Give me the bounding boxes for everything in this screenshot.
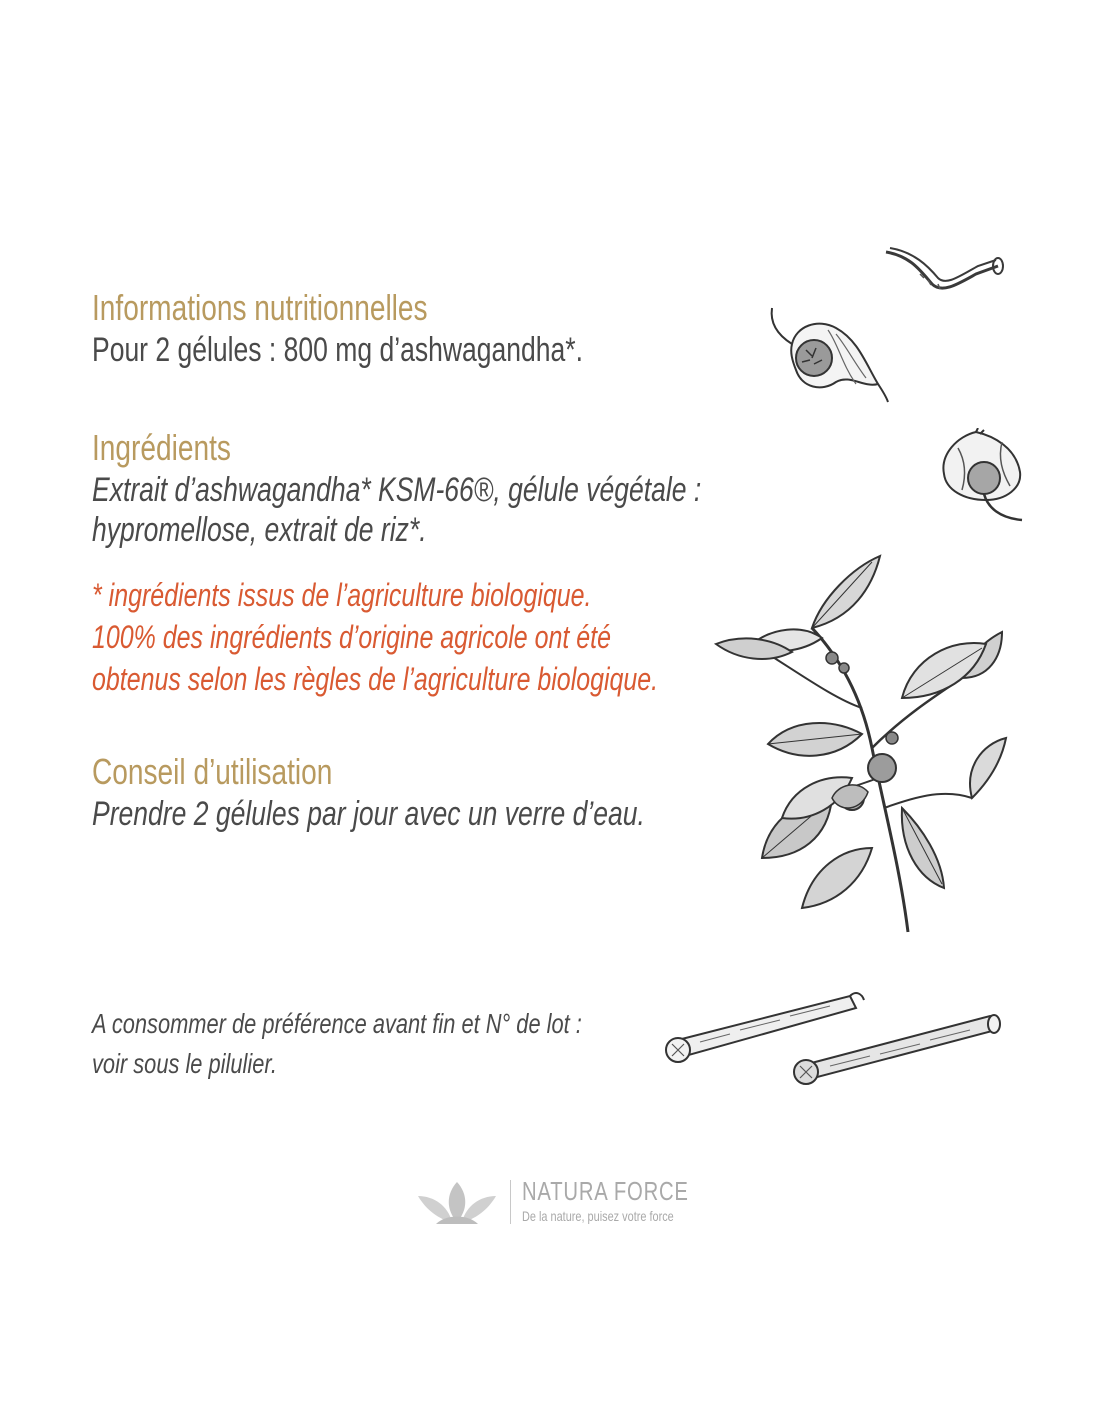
- nutrition-text: [92, 330, 721, 370]
- organic-line-2-text: 100% des ingrédients d’origine agricole ont été: [92, 619, 611, 655]
- ingredients-heading: [92, 426, 873, 470]
- lotus-leaf-icon: [416, 1178, 498, 1231]
- storage-line-2: [92, 1044, 720, 1084]
- organic-line-1: [92, 574, 818, 616]
- usage-heading-text: Conseil d’utilisation: [92, 751, 333, 792]
- usage-section: [92, 750, 801, 834]
- usage-heading: [92, 750, 801, 794]
- brand-logo: [416, 1176, 689, 1228]
- brand-name: NATURA FORCE: [522, 1176, 689, 1206]
- nutrition-heading: [92, 286, 721, 330]
- ingredients-line-2-text: hypromellose, extrait de riz*.: [92, 511, 427, 549]
- ingredients-heading-text: Ingrédients: [92, 427, 231, 468]
- usage-text-content: Prendre 2 gélules par jour avec un verre d’eau.: [92, 795, 645, 833]
- organic-line-2: [92, 616, 818, 658]
- nutrition-section: [92, 286, 721, 370]
- ingredients-line-2: [92, 510, 873, 550]
- logo-divider: [510, 1180, 511, 1224]
- root-sticks-illustration: [660, 986, 1010, 1086]
- storage-line-1: [92, 1004, 720, 1044]
- storage-line-1-text: A consommer de préférence avant fin et N° de lot :: [92, 1008, 582, 1039]
- organic-line-3: [92, 658, 818, 700]
- brand-tagline: De la nature, puisez votre force: [522, 1208, 674, 1224]
- nutrition-text-content: Pour 2 gélules : 800 mg d’ashwagandha*.: [92, 331, 583, 369]
- organic-line-3-text: obtenus selon les règles de l’agriculture biologique.: [92, 661, 659, 697]
- ingredients-line-1-text: Extrait d’ashwagandha* KSM-66®, gélule végétale :: [92, 471, 702, 509]
- ingredients-section: [92, 426, 873, 550]
- nutrition-heading-text: Informations nutritionnelles: [92, 287, 428, 328]
- root-piece-illustration: [880, 244, 1010, 304]
- storage-note: [92, 1004, 720, 1084]
- ashwagandha-plant-illustration: [712, 548, 1012, 938]
- berry-husk-illustration-2: [936, 428, 1032, 526]
- storage-line-2-text: voir sous le pilulier.: [92, 1048, 277, 1079]
- organic-line-1-text: * ingrédients issus de l’agriculture biologique.: [92, 577, 592, 613]
- ingredients-line-1: [92, 470, 873, 510]
- berry-husk-illustration-1: [766, 304, 896, 408]
- usage-text: [92, 794, 801, 834]
- organic-note: [92, 574, 818, 700]
